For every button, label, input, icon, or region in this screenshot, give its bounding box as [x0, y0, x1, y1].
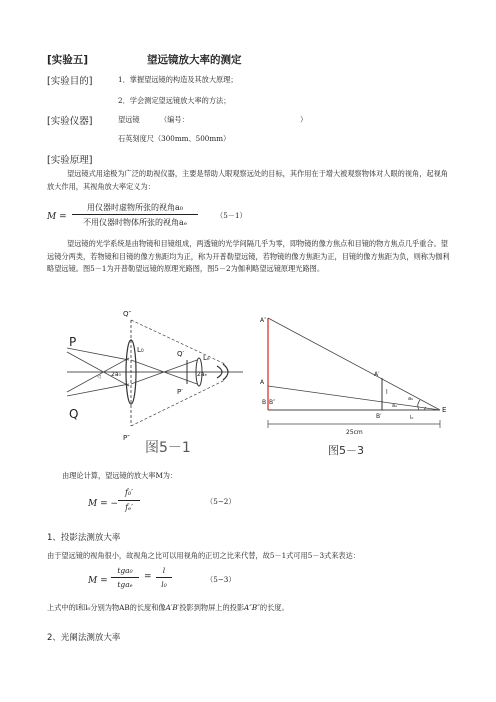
fig2-label-25cm: 25cm	[346, 429, 363, 436]
svg-text:◁: ◁	[97, 374, 101, 380]
eq3-lhs: M =	[88, 576, 108, 586]
fig1-label-q2: Q″	[123, 310, 132, 318]
fig2-label-b2: B″	[269, 399, 276, 406]
section-1-paragraph-2	[47, 602, 289, 614]
section-2-heading: 2、光阑法测放大率	[47, 633, 121, 643]
section-1-text-d: A″B″	[244, 603, 260, 612]
eq3-number: （5−3）	[206, 575, 236, 584]
page-title: 望远镜放大率的测定	[147, 54, 242, 66]
eq2-number: （5−2）	[206, 497, 236, 506]
principle-paragraph-1: 望远镜式用途极为广泛的助视仪器，主要是帮助人眼观察远处的目标，其作用在于增大被观察物体对人眼的视角，起视角放大作用，其视角放大率定义为：	[47, 169, 448, 191]
eq1-numerator: 用仪器时虚物所张的视角a₀	[87, 203, 183, 212]
instrument-telescope: 望远镜	[118, 115, 140, 124]
section-1-paragraph: 由于望远镜的视角很小，故视角之比可以用视角的正切之比来代替，故5－1式可用5－3式来表达：	[47, 551, 360, 560]
fig1-label-2a0: 2a₀	[111, 371, 121, 378]
fig2-caption: 图5－3	[328, 444, 364, 457]
fig2-label-a1: A′	[374, 371, 380, 378]
eq2-denominator: fₑ′	[125, 503, 133, 512]
eq3-equals: =	[144, 572, 152, 582]
fig2-label-b: B	[262, 399, 267, 406]
fig1-label-p1: P′	[177, 388, 183, 396]
fig2-label-b1: B′	[376, 413, 382, 420]
eq1-number: （5－1）	[216, 211, 247, 220]
section-1-text-e: 的长度。	[259, 603, 289, 612]
eq3-fraction-bar-1	[111, 577, 139, 578]
section-1-text-a: 上式中的l和l₀分别为物AB的长度和像	[47, 603, 166, 612]
eq3-fraction-bar-2	[156, 577, 172, 578]
fig2-label-a: A	[260, 379, 265, 386]
eq1-denominator: 不用仪器时物体所张的视角aₑ	[83, 218, 187, 227]
eq3-denominator-2: l₀	[161, 580, 167, 589]
eq1-lhs: M =	[47, 212, 67, 222]
principle-paragraph-3: 由理论计算，望远镜的放大率M为：	[62, 471, 178, 480]
section-1-heading: 1、投影法测放大率	[47, 533, 121, 543]
fig2-label-a0: a₀	[408, 396, 414, 402]
purpose-label: [实验目的]	[47, 76, 93, 87]
fig2-label-ae: aₑ	[392, 403, 398, 409]
eq3-numerator-1: tga₀	[117, 566, 133, 575]
principle-label: [实验原理]	[47, 155, 93, 166]
purpose-item-1: 1．掌握望远镜的构造及其放大原理；	[118, 75, 238, 84]
fig1-label-q1: Q′	[177, 350, 185, 358]
eq2-numerator: f₀′	[125, 488, 133, 497]
instruments-label: [实验仪器]	[47, 116, 93, 127]
principle-paragraph-2: 望远镜的光学系统是由物镜和目镜组成，两透镜的光学间隔几乎为零，即物镜的像方焦点和目镜的物方焦点几乎重合。望远镜分两类，若物镜和目镜的像方焦距均为正，称为开普勒望远镜，若物镜的像方焦距为正，目镜的像方焦距为负，则称为伽利略望远镜。图5－1为开普勒望远镜的原理光路图，图5－2为伽利略望远镜原理光路图。	[47, 239, 450, 273]
fig2-label-l0: l₀	[410, 415, 414, 421]
fig2-label-e: E	[442, 406, 447, 414]
eq2-lhs: M = −	[88, 499, 119, 509]
fig1-caption: 图5－1	[145, 440, 191, 456]
eq3-numerator-2: l	[162, 566, 166, 575]
instrument-ruler: 石英刻度尺（300mm、500mm）	[118, 134, 231, 143]
fig1-label-q: Q	[69, 407, 79, 421]
fig2-label-l: l	[386, 389, 388, 396]
section-1-text-c: 投影到物屏上的投影	[179, 603, 245, 612]
figure-5-3	[254, 312, 452, 460]
section-1-text-b: A′B′	[165, 603, 180, 612]
fig1-label-p: P	[69, 335, 77, 349]
figure-5-1	[47, 302, 245, 460]
fig2-label-a2: A″	[260, 317, 267, 324]
eq1-fraction-bar	[72, 214, 198, 215]
eq2-fraction-bar	[118, 500, 140, 501]
experiment-tag: [实验五]	[47, 54, 89, 66]
fig1-label-2ae: 2aₑ	[197, 371, 207, 378]
purpose-item-2: 2．学会测定望远镜放大率的方法；	[118, 96, 231, 105]
fig1-label-p2: P″	[123, 434, 130, 442]
instrument-number-close: ）	[300, 115, 308, 124]
fig1-label-le: Lₑ	[203, 354, 210, 362]
instrument-number-label: （编号：	[160, 115, 189, 124]
fig1-label-l0: L₀	[137, 346, 144, 354]
eq3-denominator-1: tgaₑ	[117, 580, 133, 589]
